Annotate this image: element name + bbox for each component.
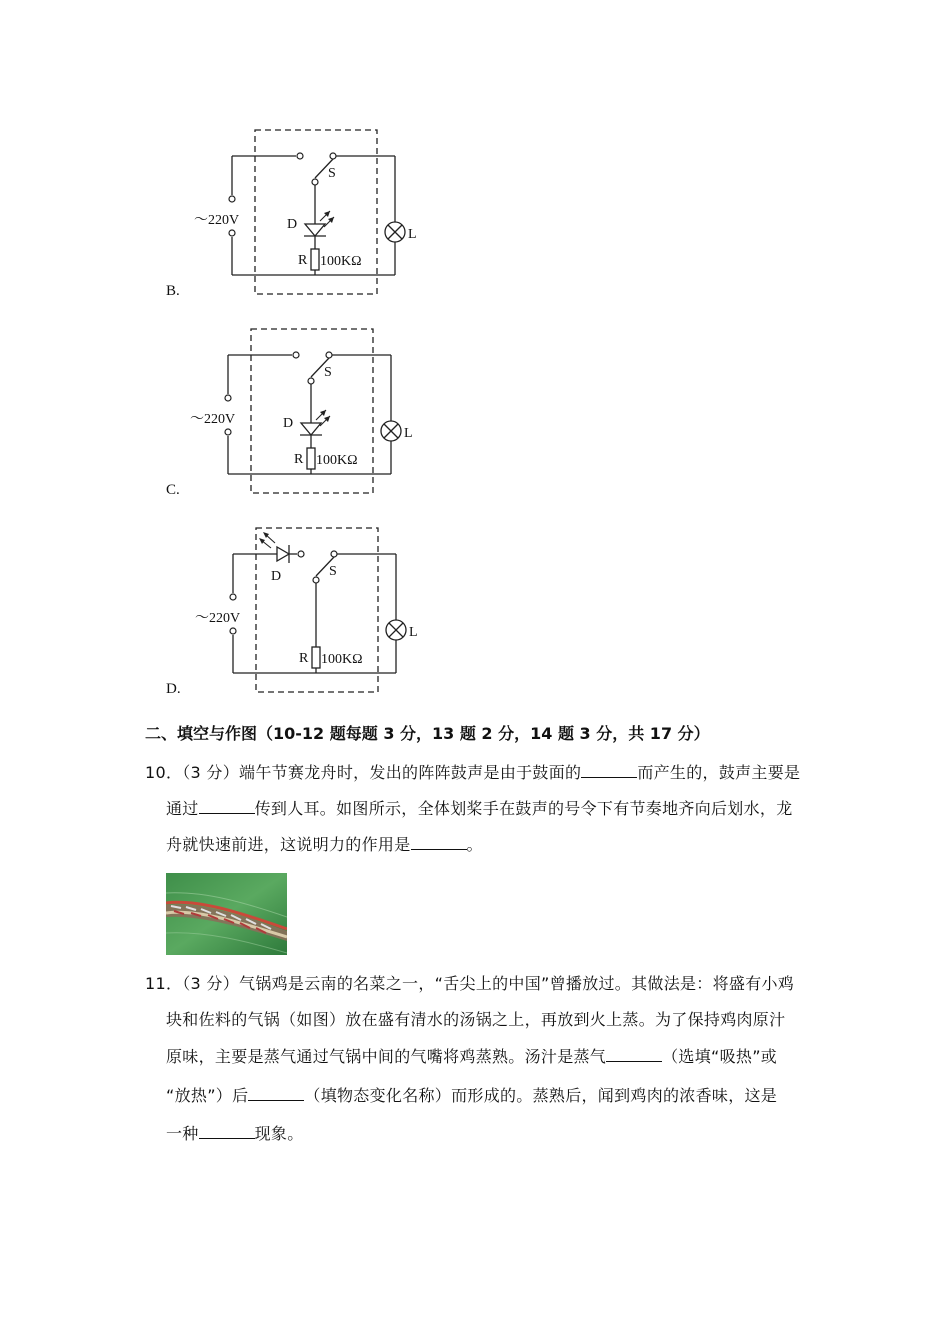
q10-text: 。: [466, 835, 483, 854]
led-diode-icon: [305, 224, 325, 236]
q11-line-1: 11．（3 分）气锅鸡是云南的名菜之一，“舌尖上的中国”曾播放过。其做法是：将盛有小鸡: [145, 974, 795, 993]
resistor-label: R: [299, 651, 309, 666]
switch-label: S: [329, 564, 337, 579]
q11-text: “放热”）后: [166, 1086, 249, 1105]
q11-line-5: [166, 1121, 304, 1144]
q11-text: （填物态变化名称）而形成的。蒸熟后，闻到鸡肉的浓香味，这是: [304, 1086, 778, 1105]
source-label: ～220V: [190, 412, 236, 427]
option-b-label: B.: [166, 283, 180, 299]
q10-text: 传到人耳。如图所示，全体划桨手在鼓声的号令下有节奏地齐向后划水，龙: [254, 799, 793, 818]
q11-line-4: [166, 1083, 777, 1106]
source-label: ～220V: [194, 213, 240, 228]
diode-label: D: [287, 217, 298, 232]
resistor-icon: [307, 448, 315, 469]
diode-label: D: [283, 416, 294, 431]
switch-label: S: [324, 365, 332, 380]
lamp-icon: [386, 620, 406, 640]
q10-text: 10．（3 分）端午节赛龙舟时，发出的阵阵鼓声是由于鼓面的: [145, 763, 582, 782]
q11-line-3: [166, 1044, 777, 1067]
answer-blank[interactable]: [581, 763, 637, 778]
q11-line-2: 块和佐料的气锅（如图）放在盛有清水的汤锅之上，再放到火上蒸。为了保持鸡肉原汁: [166, 1010, 786, 1029]
q10-text: 舟就快速前进，这说明力的作用是: [166, 835, 411, 854]
lamp-label: L: [408, 227, 417, 242]
answer-blank[interactable]: [199, 1124, 255, 1139]
option-c-label: C.: [166, 482, 180, 498]
lamp-icon: [385, 222, 405, 242]
resistance-label: 100KΩ: [316, 453, 358, 468]
q10-line-1: [145, 760, 800, 783]
dragon-boat-photo: [166, 873, 287, 955]
q11-text: （选填“吸热”或: [662, 1047, 778, 1066]
resistor-icon: [311, 249, 319, 270]
answer-blank[interactable]: [199, 799, 255, 814]
q10-line-2: [166, 796, 793, 819]
q10-text: 而产生的，鼓声主要是: [637, 763, 801, 782]
circuit-diagram-b: [190, 125, 440, 305]
switch-label: S: [328, 166, 336, 181]
q11-text: 一种: [166, 1124, 199, 1143]
source-label: ～220V: [195, 611, 241, 626]
q10-line-3: [166, 832, 483, 855]
answer-blank[interactable]: [606, 1047, 662, 1062]
led-diode-icon: [277, 547, 289, 561]
resistance-label: 100KΩ: [321, 652, 363, 667]
resistor-label: R: [294, 452, 304, 467]
resistor-icon: [312, 647, 320, 668]
circuit-diagram-c: [186, 324, 436, 504]
answer-blank[interactable]: [411, 835, 467, 850]
lamp-icon: [381, 421, 401, 441]
resistor-label: R: [298, 253, 308, 268]
diode-label: D: [271, 569, 282, 584]
circuit-diagram-d: [191, 523, 441, 703]
answer-blank[interactable]: [248, 1086, 304, 1101]
resistance-label: 100KΩ: [320, 254, 362, 269]
lamp-label: L: [409, 625, 418, 640]
option-d-label: D.: [166, 681, 181, 697]
lamp-label: L: [404, 426, 413, 441]
q10-text: 通过: [166, 799, 199, 818]
q11-text: 原味，主要是蒸气通过气锅中间的气嘴将鸡蒸熟。汤汁是蒸气: [166, 1047, 607, 1066]
q11-text: 现象。: [254, 1124, 304, 1143]
section-title: 二、填空与作图（10-12 题每题 3 分，13 题 2 分，14 题 3 分，共 17 分）: [145, 724, 710, 743]
led-diode-icon: [301, 423, 321, 435]
